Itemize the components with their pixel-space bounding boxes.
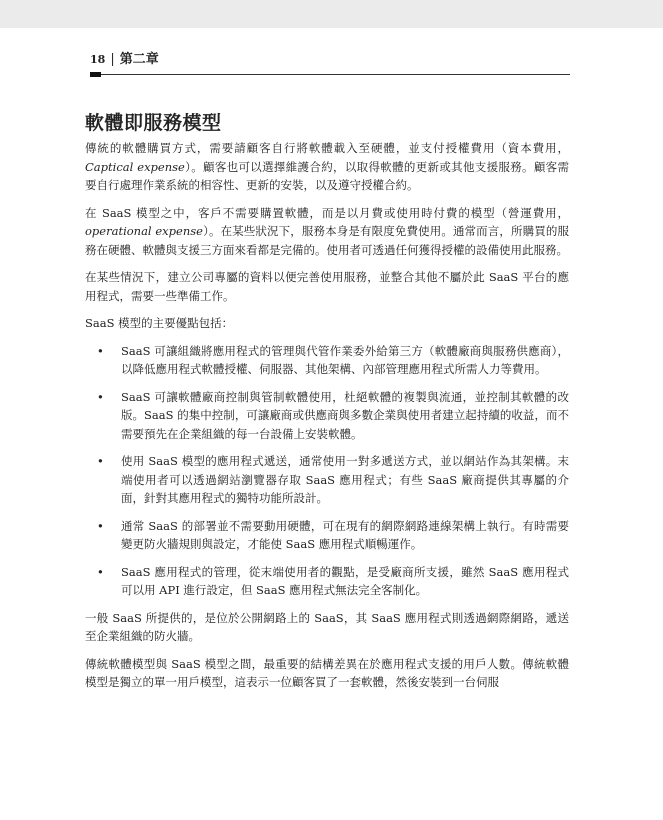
- list-item-text: SaaS 可讓組織將應用程式的管理與代管作業委外給第三方（軟體廠商與服務供應商），以降低應用程式軟體授權、伺服器、其他架構、內部管理應用程式所需人力等費用。: [121, 343, 569, 376]
- list-item: [85, 563, 569, 600]
- bullet-icon: •: [97, 389, 104, 404]
- paragraph-public-saas: 一般 SaaS 所提供的，是位於公開網路上的 SaaS，其 SaaS 應用程式則透過網際網路，遞送至企業組織的防火牆。: [85, 610, 569, 643]
- paragraph-text: 在 SaaS 模型之中，客戶不需要購置軟體，而是以月費或使用時付費的模型（營運費用，: [85, 205, 569, 220]
- list-item: [85, 517, 569, 554]
- header-separator: |: [110, 52, 115, 67]
- italic-term: Captical expense: [85, 159, 185, 174]
- page-number: 18: [90, 53, 106, 66]
- paragraph-structural-difference: 傳統軟體模型與 SaaS 模型之間，最重要的結構差異在於應用程式支援的用戶人數。傳統軟體模型是獨立的單一用戶模型，這表示一位顧客買了一套軟體，然後安裝到一台伺服: [85, 656, 569, 689]
- page-body: [85, 112, 569, 701]
- paragraph-text: 傳統的軟體購買方式，需要請顧客自行將軟體載入至硬體，並支付授權費用（資本費用，: [85, 141, 569, 155]
- list-item: [85, 452, 569, 508]
- list-item-text: 使用 SaaS 模型的應用程式遞送，通常使用一對多遞送方式，並以網站作為其架構。末端使用者可以透過網站瀏覽器存取 SaaS 應用程式；有些 SaaS 廠商提供其專屬的介面，針對其應用程式的獨特功能所設計。: [121, 454, 569, 505]
- paragraph-traditional-purchase: [85, 139, 569, 195]
- section-heading: 軟體即服務模型: [85, 112, 222, 134]
- paragraph-text: ）。在某些狀況下，服務本身是有限度免費使用。通常而言，所購買的服務在硬體、軟體與支援三方面來看都是完備的。使用者可透過任何獲得授權的設備使用此服務。: [85, 224, 570, 257]
- list-item-text: SaaS 可讓軟體廠商控制與管制軟體使用，杜絕軟體的複製與流通，並控制其軟體的改版。SaaS 的集中控制，可讓廠商或供應商與多數企業與使用者建立起持續的收益，而不需要預先在企業組織的每一台設備上安裝軟體。: [121, 389, 569, 441]
- advantages-list: [85, 342, 569, 600]
- italic-term: operational expense: [85, 224, 203, 238]
- header-rule: [90, 74, 570, 75]
- paragraph-advantages-intro: SaaS 模型的主要優點包括：: [85, 316, 234, 330]
- bullet-icon: •: [97, 343, 104, 358]
- running-header: [90, 51, 570, 75]
- bullet-icon: •: [97, 564, 104, 579]
- header-text: [90, 51, 159, 69]
- list-item: [85, 388, 569, 444]
- paragraph-text: ）。顧客也可以選擇維護合約，以取得軟體的更新或其他支援服務。顧客需要自行處理作業系統的相容性、更新的安裝，以及遵守授權合約。: [85, 159, 569, 192]
- list-item-text: 通常 SaaS 的部署並不需要動用硬體，可在現有的網際網路連線架構上執行。有時需要變更防火牆規則與設定，才能使 SaaS 應用程式順暢運作。: [121, 518, 569, 551]
- list-item: [85, 342, 569, 379]
- bullet-icon: •: [97, 454, 104, 468]
- paragraph-saas-model: [85, 204, 569, 260]
- list-item-text: SaaS 應用程式的管理，從末端使用者的觀點，是受廠商所支援，雖然 SaaS 應用程式可以用 API 進行設定，但 SaaS 應用程式無法完全客制化。: [121, 564, 569, 597]
- header-mark: [90, 72, 101, 77]
- chapter-title: 第二章: [119, 52, 159, 67]
- paragraph-integration: 在某些情況下，建立公司專屬的資料以便完善使用服務，並整合其他不屬於此 SaaS 平台的應用程式，需要一些準備工作。: [85, 270, 569, 303]
- top-margin-band: [0, 0, 663, 28]
- bullet-icon: •: [97, 518, 104, 533]
